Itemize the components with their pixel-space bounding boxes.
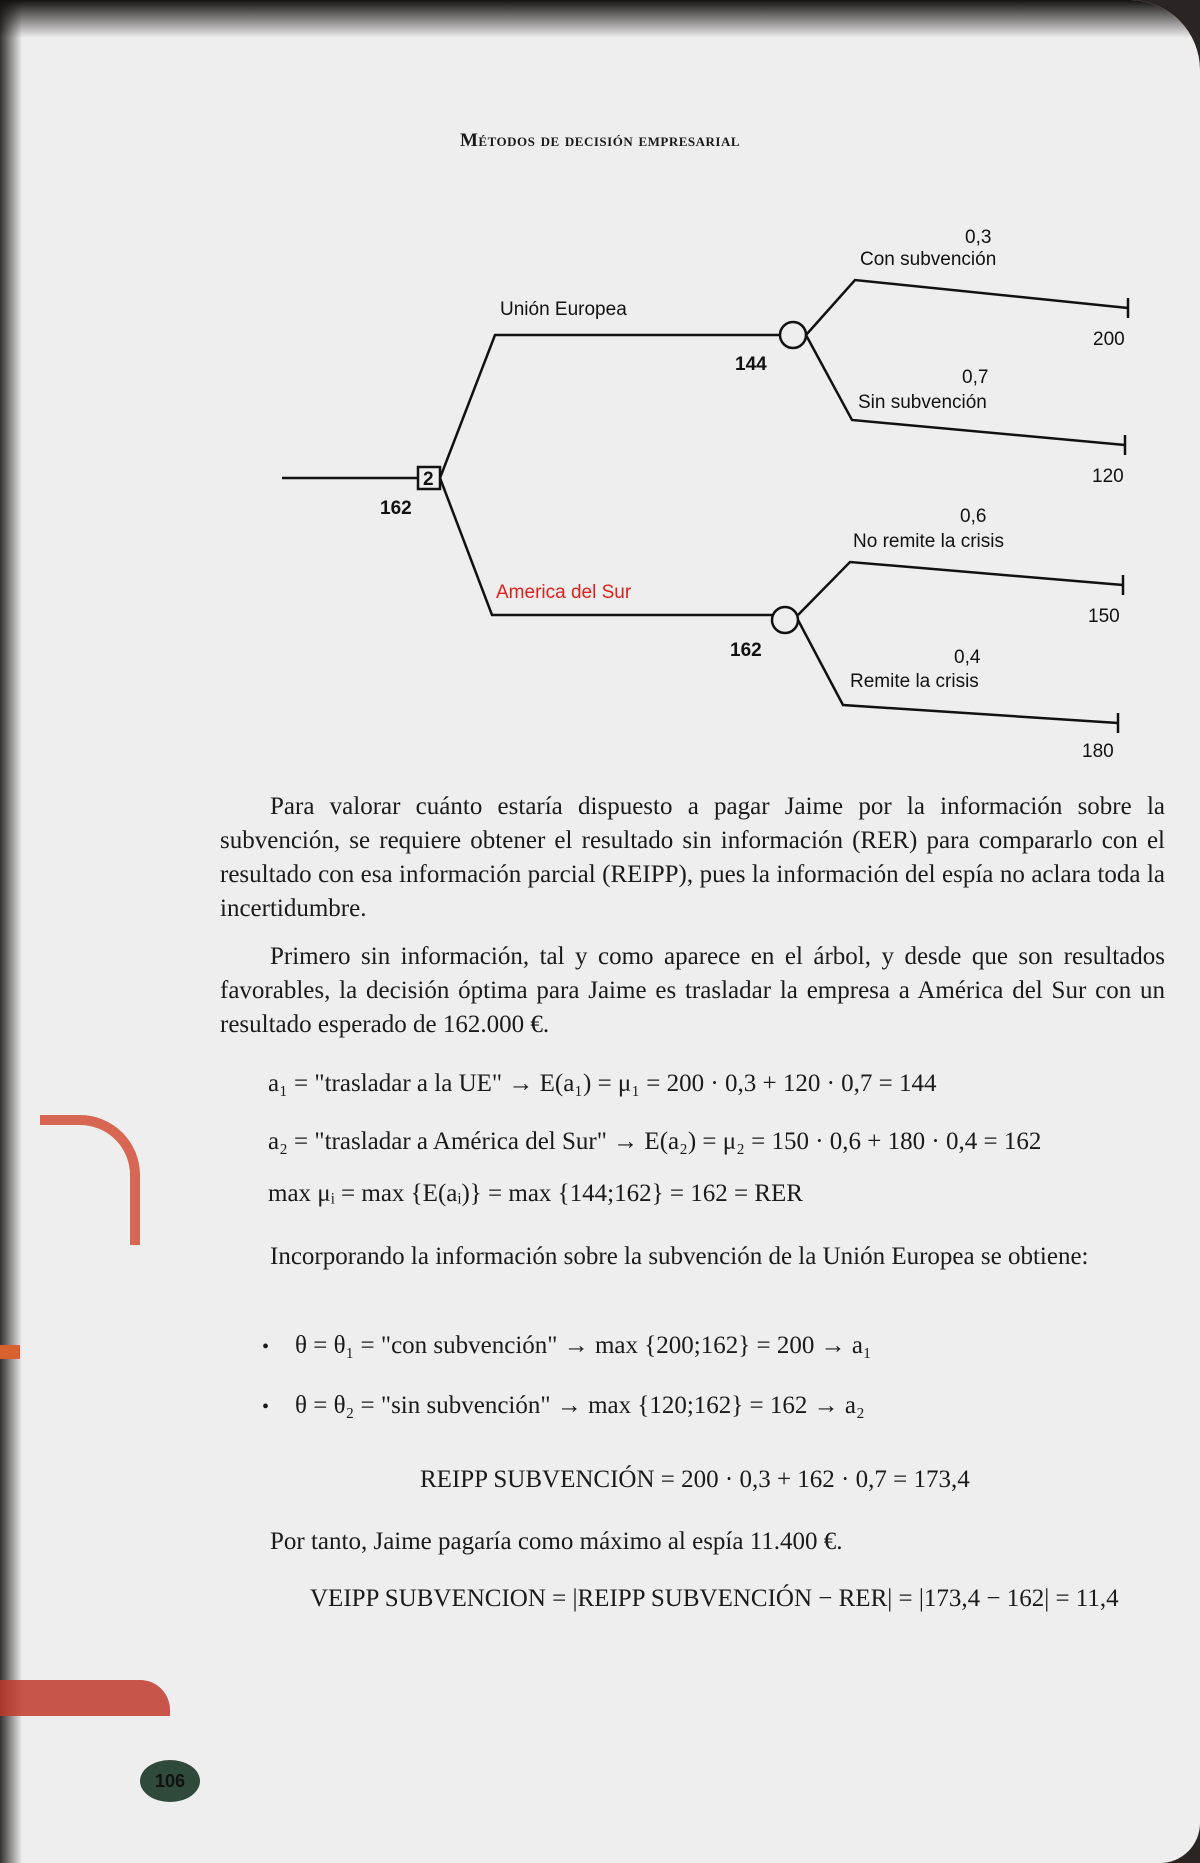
branch-as-label: America del Sur bbox=[496, 582, 632, 603]
bullet-dot-2: • bbox=[262, 1396, 270, 1418]
as-result-1: 150 bbox=[1088, 606, 1120, 627]
left-shadow bbox=[0, 0, 22, 1863]
edge-artifact-small bbox=[0, 1345, 20, 1359]
edge-artifact-middle bbox=[40, 1115, 140, 1245]
paragraph-1: Para valorar cuánto estaría dispuesto a pagar Jaime por la información sobre la subvención, se requiere obtener el resultado sin información (RER) para compararlo con el resultado con esa información parcial (REIPP), pues la información del espía no aclara toda la incertidumbre. bbox=[220, 793, 1165, 922]
equation-5: VEIPP SUBVENCION = |REIPP SUBVENCIÓN − RER| = |173,4 − 162| = 11,4 bbox=[310, 1585, 1119, 1612]
as-result-2: 180 bbox=[1082, 741, 1114, 762]
ue-event-2-line bbox=[806, 335, 1125, 445]
page-number: 106 bbox=[140, 1760, 200, 1802]
bullet-dot-1: • bbox=[262, 1336, 270, 1358]
as-prob-2: 0,4 bbox=[954, 647, 981, 668]
ue-prob-2: 0,7 bbox=[962, 367, 989, 388]
value-ue: 144 bbox=[735, 354, 767, 375]
branch-ue-label: Unión Europea bbox=[500, 299, 627, 320]
ue-event-1: Con subvención bbox=[860, 249, 997, 270]
equation-3: max μᵢ = max {E(aᵢ)} = max {144;162} = 162 = RER bbox=[268, 1180, 803, 1207]
as-event-1: No remite la crisis bbox=[853, 531, 1004, 552]
branch-ue-line bbox=[440, 335, 780, 478]
header-title: Métodos de decisión empresarial bbox=[459, 130, 741, 151]
decision-tree bbox=[260, 210, 1190, 770]
decision-number: 2 bbox=[423, 469, 434, 490]
chance-node-ue bbox=[780, 322, 806, 348]
ue-event-2: Sin subvención bbox=[858, 392, 987, 413]
edge-artifact-bottom bbox=[0, 1680, 170, 1716]
ue-prob-1: 0,3 bbox=[965, 227, 992, 248]
top-shadow bbox=[0, 0, 1200, 38]
as-prob-1: 0,6 bbox=[960, 506, 987, 527]
ue-result-2: 120 bbox=[1092, 466, 1124, 487]
paragraph-2: Primero sin información, tal y como aparece en el árbol, y desde que son resultados favorables, la decisión óptima para Jaime es trasladar la empresa a América del Sur con un resultado esperado de 162.000 €. bbox=[220, 943, 1165, 1038]
paragraph-3: Incorporando la información sobre la subvención de la Unión Europea se obtiene: bbox=[270, 1243, 1089, 1270]
running-header bbox=[0, 130, 1200, 152]
as-event-1-line bbox=[798, 562, 1123, 615]
ue-result-1: 200 bbox=[1093, 329, 1125, 350]
value-as: 162 bbox=[730, 640, 762, 661]
equation-1: a₁ = "trasladar a la UE" → E(a₁) = μ₁ = 200 · 0,3 + 120 · 0,7 = 144 bbox=[268, 1070, 937, 1097]
chance-node-as bbox=[772, 607, 798, 633]
equation-2: a₂ = "trasladar a América del Sur" → E(a₂) = μ₂ = 150 · 0,6 + 180 · 0,4 = 162 bbox=[268, 1128, 1042, 1155]
equation-4: REIPP SUBVENCIÓN = 200 · 0,3 + 162 · 0,7 = 173,4 bbox=[420, 1466, 970, 1493]
as-event-2: Remite la crisis bbox=[850, 671, 979, 692]
bullet-1: θ = θ₁ = "con subvención" → max {200;162} = 200 → a₁ bbox=[295, 1332, 872, 1359]
bullet-2: θ = θ₂ = "sin subvención" → max {120;162} = 162 → a₂ bbox=[295, 1392, 865, 1419]
root-value: 162 bbox=[380, 498, 412, 519]
paragraph-4: Por tanto, Jaime pagaría como máximo al espía 11.400 €. bbox=[270, 1528, 843, 1555]
ue-event-1-line bbox=[806, 280, 1128, 335]
